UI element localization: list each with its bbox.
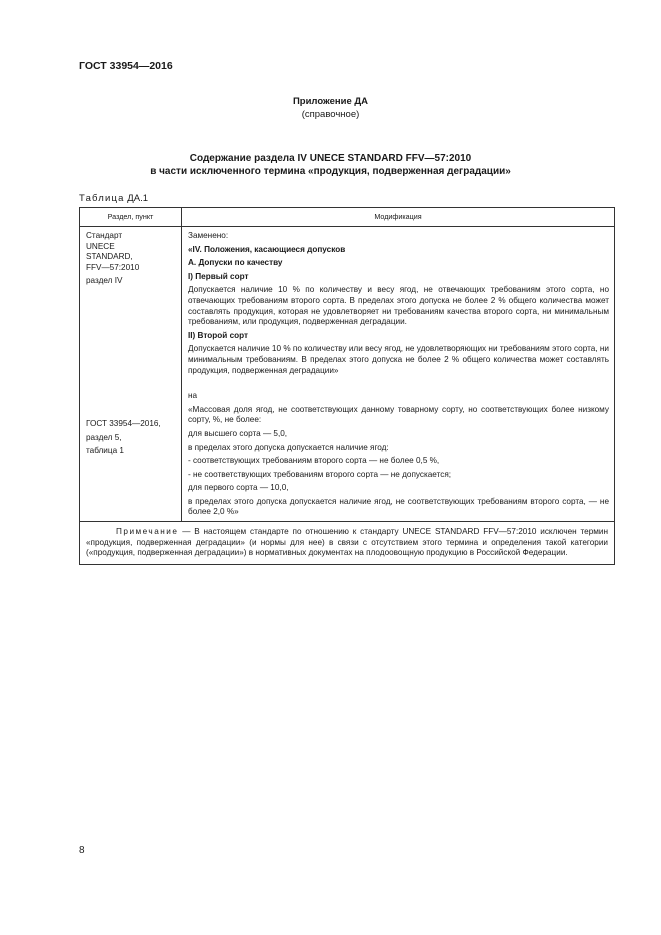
note-row: [80, 522, 615, 565]
mass-fraction-text: «Массовая доля ягод, не соответствующих данному товарному сорту, но соответствующих более низкому сорту, %, не более:: [188, 404, 609, 425]
table-label-number: ДА.1: [127, 193, 148, 204]
standard-code: ГОСТ 33954—2016: [79, 60, 173, 72]
section-cell: [80, 227, 182, 522]
heading-quality: А. Допуски по качеству: [188, 258, 283, 268]
heading-tolerances: «IV. Положения, касающиеся допусков: [188, 244, 346, 254]
list-item: - соответствующих требованиям второго сорта — не более 0,5 %,: [188, 456, 440, 466]
page-number: 8: [79, 845, 85, 856]
section-block-unece: [86, 231, 177, 419]
annex-heading: [0, 95, 661, 121]
table-header-row: [80, 208, 615, 227]
tolerance-first-grade-text: в пределах этого допуска допускается наличие ягод, не соответствующих требованиям второго сорта, — не более 2,0 %»: [188, 496, 609, 517]
annex-subtitle: (справочное): [301, 109, 360, 120]
table-row: [80, 227, 615, 522]
section-line: ГОСТ 33954—2016,: [86, 419, 161, 428]
first-grade-text: для первого сорта — 10,0,: [188, 483, 289, 493]
section-block-gost: [86, 419, 177, 457]
section-line: Стандарт: [86, 231, 123, 240]
note-text: — В настоящем стандарте по отношению к стандарту UNECE STANDARD FFV—57:2010 исключен термин «продукция, подверженная деградации» (и нормы для нее) в связи с отсутствием этого термина и определения такой категории («продукция, подверженная деградации») в нормативных документах на плодоовощную продукцию в Российской Федерации.: [86, 527, 608, 558]
column-header-modification: Модификация: [182, 208, 615, 227]
heading-first-grade: I) Первый сорт: [188, 271, 249, 281]
note-label: Примечание: [116, 527, 179, 537]
section-line: раздел 5,: [86, 432, 122, 442]
heading-second-grade: II) Второй сорт: [188, 330, 249, 340]
on-label: на: [188, 391, 198, 401]
document-title: [0, 152, 661, 178]
replaced-label: Заменено:: [188, 231, 229, 240]
list-item: - не соответствующих требованиям второго сорта — не допускается;: [188, 469, 452, 479]
text-second-grade: Допускается наличие 10 % по количеству или весу ягод, не удовлетворяющих ни требованиям этого сорта, ни минимальным требованиям. В пределах этого допуска не более 2 % общего количества может составлять продукция, подверженная деградации»: [188, 344, 609, 375]
annex-title: Приложение ДА: [292, 96, 369, 107]
column-header-section: Раздел, пункт: [80, 208, 182, 227]
tolerance-text: в пределах этого допуска допускается наличие ягод:: [188, 442, 389, 452]
section-line: раздел IV: [86, 276, 123, 286]
highest-grade-text: для высшего сорта — 5,0,: [188, 428, 288, 438]
section-line: STANDARD,: [86, 252, 133, 262]
table-label-word: Таблица: [79, 193, 125, 204]
section-line: FFV—57:2010: [86, 262, 140, 272]
section-line: таблица 1: [86, 446, 124, 456]
table-label: [79, 193, 148, 204]
modification-cell: [182, 227, 615, 522]
modification-table: [79, 207, 615, 565]
note-cell: [80, 522, 615, 565]
document-title-line1: Содержание раздела IV UNECE STANDARD FFV—57:2010: [189, 153, 472, 164]
text-first-grade: Допускается наличие 10 % по количеству и весу ягод, не отвечающих требованиям этого сорта, но отвечающих требованиям второго сорта. В пределах этого допуска не более 2 % общего количества может составлять продукция, которая не удовлетворяет ни требованиям качества второго сорта, ни минимальным требованиям, или продукция, подверженная деградации.: [188, 285, 609, 327]
document-title-line2: в части исключенного термина «продукция, подверженная деградации»: [150, 166, 511, 177]
section-line: UNECE: [86, 241, 115, 251]
